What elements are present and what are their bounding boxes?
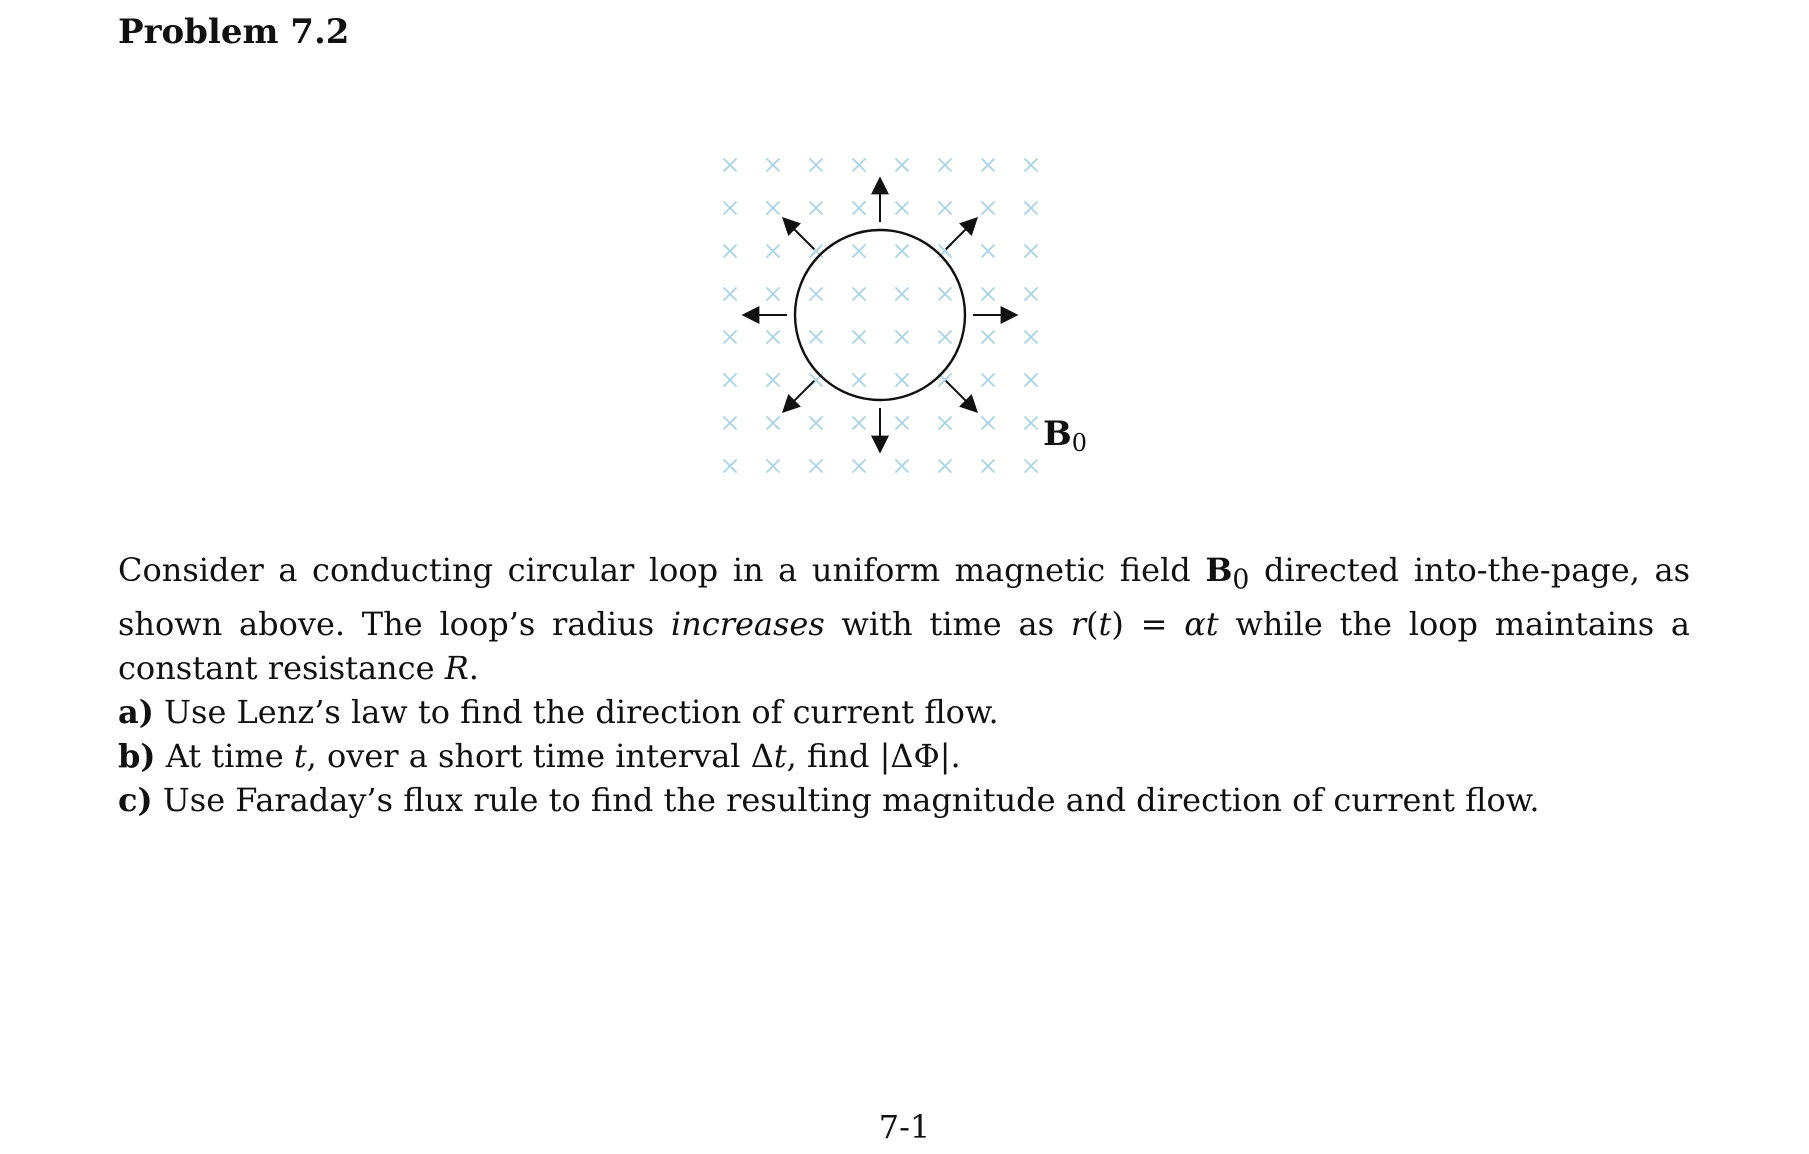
field-x-marker — [853, 460, 865, 472]
field-x-marker — [853, 374, 865, 386]
field-x-marker — [1025, 331, 1037, 343]
page-number: 7-1 — [878, 1108, 931, 1146]
field-x-marker — [810, 202, 822, 214]
expansion-arrow — [946, 220, 976, 250]
part-b: b) At time t, over a short time interval Δt, find |ΔΦ|. — [118, 737, 961, 776]
field-x-marker — [724, 245, 736, 257]
field-x-marker — [982, 159, 994, 171]
field-x-marker — [939, 331, 951, 343]
expansion-arrows — [745, 180, 1015, 450]
field-x-marker — [1025, 417, 1037, 429]
field-x-marker — [767, 245, 779, 257]
field-x-marker — [724, 159, 736, 171]
expansion-arrow — [785, 220, 815, 250]
field-x-marker — [810, 159, 822, 171]
expansion-arrow — [946, 381, 976, 411]
field-x-marker — [810, 331, 822, 343]
field-x-marker — [810, 288, 822, 300]
field-x-marker — [939, 159, 951, 171]
field-x-marker — [724, 460, 736, 472]
field-x-marker — [724, 331, 736, 343]
field-x-marker — [896, 331, 908, 343]
field-x-marker — [853, 288, 865, 300]
field-x-marker — [896, 202, 908, 214]
field-x-marker — [982, 245, 994, 257]
field-x-marker — [724, 202, 736, 214]
field-x-marker — [896, 159, 908, 171]
part-a: a) Use Lenz’s law to find the direction of current flow. — [118, 693, 999, 732]
field-x-marker — [896, 245, 908, 257]
expanding-loop-figure — [700, 145, 1120, 490]
field-x-marker — [982, 417, 994, 429]
field-x-marker — [939, 202, 951, 214]
field-x-marker — [853, 159, 865, 171]
field-x-marker — [810, 417, 822, 429]
field-x-marker — [982, 460, 994, 472]
field-x-marker — [982, 202, 994, 214]
field-x-marker — [982, 374, 994, 386]
field-x-marker — [767, 417, 779, 429]
field-x-marker — [767, 460, 779, 472]
field-x-marker — [853, 331, 865, 343]
part-c: c) Use Faraday’s flux rule to find the resulting magnitude and direction of current flow. — [118, 781, 1540, 820]
field-x-marker — [1025, 159, 1037, 171]
problem-intro: Consider a conducting circular loop in a uniform magnetic field $B_0$ directed into-the-page, as shown above. The loop’s radius increases with time as r(t) = αt while the loop maintains a constant resistance R. — [118, 551, 1691, 688]
field-x-marker — [982, 288, 994, 300]
field-x-marker — [896, 417, 908, 429]
field-x-marker — [939, 417, 951, 429]
field-x-marker — [724, 288, 736, 300]
field-x-marker — [767, 288, 779, 300]
expansion-arrow — [785, 381, 815, 411]
field-x-marker — [939, 288, 951, 300]
field-x-marker — [1025, 288, 1037, 300]
field-x-marker — [1025, 202, 1037, 214]
field-x-marker — [1025, 460, 1037, 472]
field-x-marker — [853, 417, 865, 429]
field-label: B0 — [1043, 414, 1088, 457]
field-x-marker — [853, 245, 865, 257]
problem-statement — [118, 548, 1690, 822]
field-x-marker — [1025, 245, 1037, 257]
field-x-marker — [767, 374, 779, 386]
field-x-marker — [896, 460, 908, 472]
conducting-loop — [795, 230, 965, 400]
field-x-marker — [767, 159, 779, 171]
field-x-marker — [853, 202, 865, 214]
field-x-marker — [896, 374, 908, 386]
field-x-marker — [724, 417, 736, 429]
field-x-marker — [982, 331, 994, 343]
field-x-marker — [810, 460, 822, 472]
field-x-marker — [767, 331, 779, 343]
field-x-marker — [939, 460, 951, 472]
field-x-marker — [767, 202, 779, 214]
field-x-marker — [724, 374, 736, 386]
field-x-marker — [1025, 374, 1037, 386]
problem-title: Problem 7.2 — [118, 12, 350, 52]
field-x-marker — [896, 288, 908, 300]
